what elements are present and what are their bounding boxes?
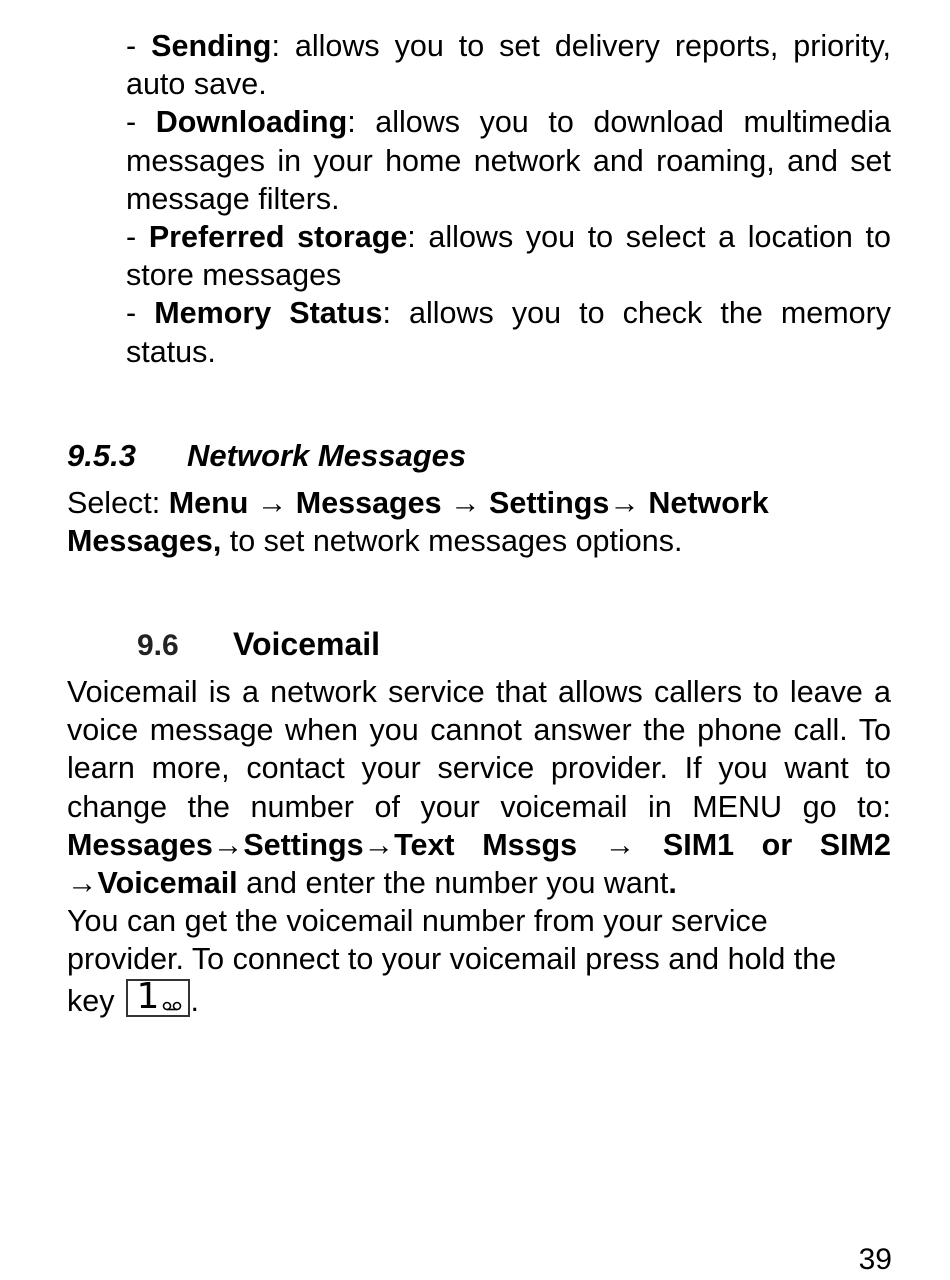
voicemail-body (67, 673, 891, 1020)
select-prefix: Select: (67, 486, 169, 520)
section-title: Voicemail (233, 626, 381, 662)
dash: - (126, 296, 155, 331)
list-item (126, 103, 891, 218)
option-description: : allows you to check the memory status. (126, 296, 891, 369)
network-messages-paragraph (67, 484, 891, 560)
option-term: Preferred storage (148, 220, 408, 255)
page-number: 39 (858, 1243, 892, 1276)
subsection-number: 9.5.3 (67, 438, 136, 473)
voicemail-period: . (668, 866, 677, 901)
section-number: 9.6 (137, 629, 179, 662)
voicemail-number-paragraph (67, 902, 891, 1020)
voicemail-icon (162, 1000, 182, 1012)
menu-path: Menu → Messages → Settings→ Network Messages, (67, 486, 769, 559)
key-digit: 1 (136, 975, 160, 1017)
option-term: Sending (151, 29, 272, 63)
voicemail-menu-path: Messages→Settings→Text Mssgs → SIM1 or SIM2 →Voicemail (67, 827, 891, 901)
dash: - (126, 220, 149, 255)
list-item (126, 218, 891, 294)
subsection-title: Network Messages (187, 438, 467, 473)
option-term: Downloading (155, 105, 348, 140)
paragraph-suffix: to set network messages options. (221, 524, 683, 559)
option-term: Memory Status (154, 296, 383, 331)
settings-option-list (126, 27, 891, 371)
voicemail-intro: Voicemail is a network service that allows callers to leave a voice message when you cannot answer the phone call. To learn more, contact your service provider. If you want to change the number of your voicemail in MENU go to: (67, 675, 891, 824)
section-heading (137, 624, 380, 666)
subsection-heading (67, 436, 466, 476)
option-description: : allows you to select a location to store messages (126, 220, 891, 293)
key-1-voicemail-icon (126, 975, 190, 1017)
voicemail-paragraph (67, 673, 891, 902)
list-item (126, 294, 891, 370)
voicemail-instruction: and enter the number you want (237, 866, 669, 901)
dash: - (126, 105, 156, 140)
option-description: : allows you to set delivery reports, priority, auto save. (126, 29, 891, 102)
voicemail-number-text: You can get the voicemail number from your service provider. To connect to your voicemail press and hold the key (67, 904, 837, 1018)
dash: - (126, 29, 152, 63)
list-item (126, 27, 891, 103)
option-description: : allows you to download multimedia messages in your home network and roaming, and set message filters. (126, 105, 891, 216)
sentence-end: . (190, 983, 199, 1018)
